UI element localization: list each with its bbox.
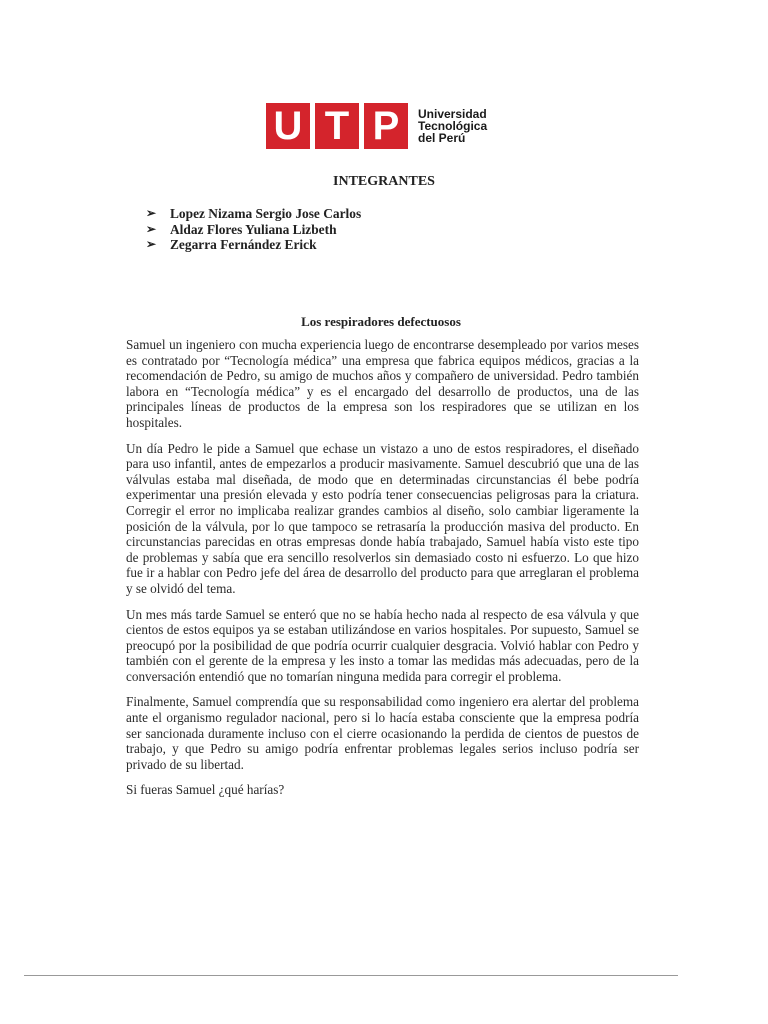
member-item xyxy=(146,237,361,253)
paragraph: Un día Pedro le pide a Samuel que echase un vistazo a uno de estos respiradores, el diseñado para uso infantil, antes de empezarlos a producir masivamente. Samuel descubrió que una de las válvulas estaba mal diseñada, de modo que en determinadas circunstancias él bebe podría experimentar una presión elevada y esto podría tener consecuencias peligrosas para la criatura. Corregir el error no implicaba realizar grandes cambios al diseño, solo cambiar ligeramente la posición de la válvula, por lo que tampoco se retrasaría la producción masiva del producto. En circunstancias parecidas en otras empresas donde había trabajado, Samuel había visto este tipo de problemas y sabía que era sencillo resolverlos sin demasiado costo ni esfuerzo. Lo que hizo fue ir a hablar con Pedro jefe del área de desarrollo del producto para que arreglaran el problema y se olvidó del tema. xyxy=(126,440,639,596)
logo-line-1: Universidad xyxy=(418,107,487,121)
logo-line-2: Tecnológica xyxy=(418,119,488,133)
question-paragraph: Si fueras Samuel ¿qué harías? xyxy=(126,782,285,798)
member-item xyxy=(146,222,361,238)
case-title: Los respiradores defectuosos xyxy=(301,314,461,329)
logo-letter-p: P xyxy=(364,103,408,149)
paragraph: Samuel un ingeniero con mucha experiencia luego de encontrarse desempleado por varios meses es contratado por “Tecnología médica” una empresa que fabrica equipos médicos, gracias a la recomendación de Pedro, su amigo de muchos años y compañero de universidad. Pedro también labora en “Tecnología médica” y es el encargado del desarrollo de productos, una de las principales líneas de productos de la empresa son los respiradores que se utilizan en los hospitales. xyxy=(126,337,639,430)
member-name: Lopez Nizama Sergio Jose Carlos xyxy=(170,206,362,221)
logo-university-name xyxy=(418,108,487,144)
arrow-bullet-icon: ➢ xyxy=(146,237,157,251)
arrow-bullet-icon: ➢ xyxy=(146,221,157,236)
member-item xyxy=(146,206,361,222)
logo-line-3: del Perú xyxy=(418,131,466,145)
logo-letter-t: T xyxy=(315,103,359,149)
member-name: Zegarra Fernández Erick xyxy=(170,237,317,252)
arrow-bullet-icon: ➢ xyxy=(146,206,157,220)
case-body xyxy=(126,337,639,808)
utp-logo xyxy=(266,103,487,149)
paragraph: Finalmente, Samuel comprendía que su responsabilidad como ingeniero era alertar del problema ante el organismo regulador nacional, pero si lo hacía estaba consciente que la empresa podría ser sancionada duramente incluso con el cierre ocasionando la perdida de cientos de puestos de trabajo, y que Pedro su amigo podría enfrentar problemas legales serios incluso podría ser privado de su libertad. xyxy=(126,694,639,772)
paragraph: Un mes más tarde Samuel se enteró que no se había hecho nada al respecto de esa válvula y que cientos de estos equipos ya se estaban utilizándose en varios hospitales. Por supuesto, Samuel se preocupó por la posibilidad de que podría ocurrir cualquier desgracia. Volvió hablar con Pedro y también con el gerente de la empresa y les insto a tomar las medidas más adecuadas, pero de la conversación entendió que no tomarían ninguna medida para corregir el problema. xyxy=(126,606,639,684)
integrantes-heading: INTEGRANTES xyxy=(333,174,435,189)
logo-letter-u: U xyxy=(266,103,310,149)
footer-divider xyxy=(24,975,678,976)
member-name: Aldaz Flores Yuliana Lizbeth xyxy=(170,221,337,237)
members-list xyxy=(146,206,361,253)
logo-letters xyxy=(266,103,408,149)
